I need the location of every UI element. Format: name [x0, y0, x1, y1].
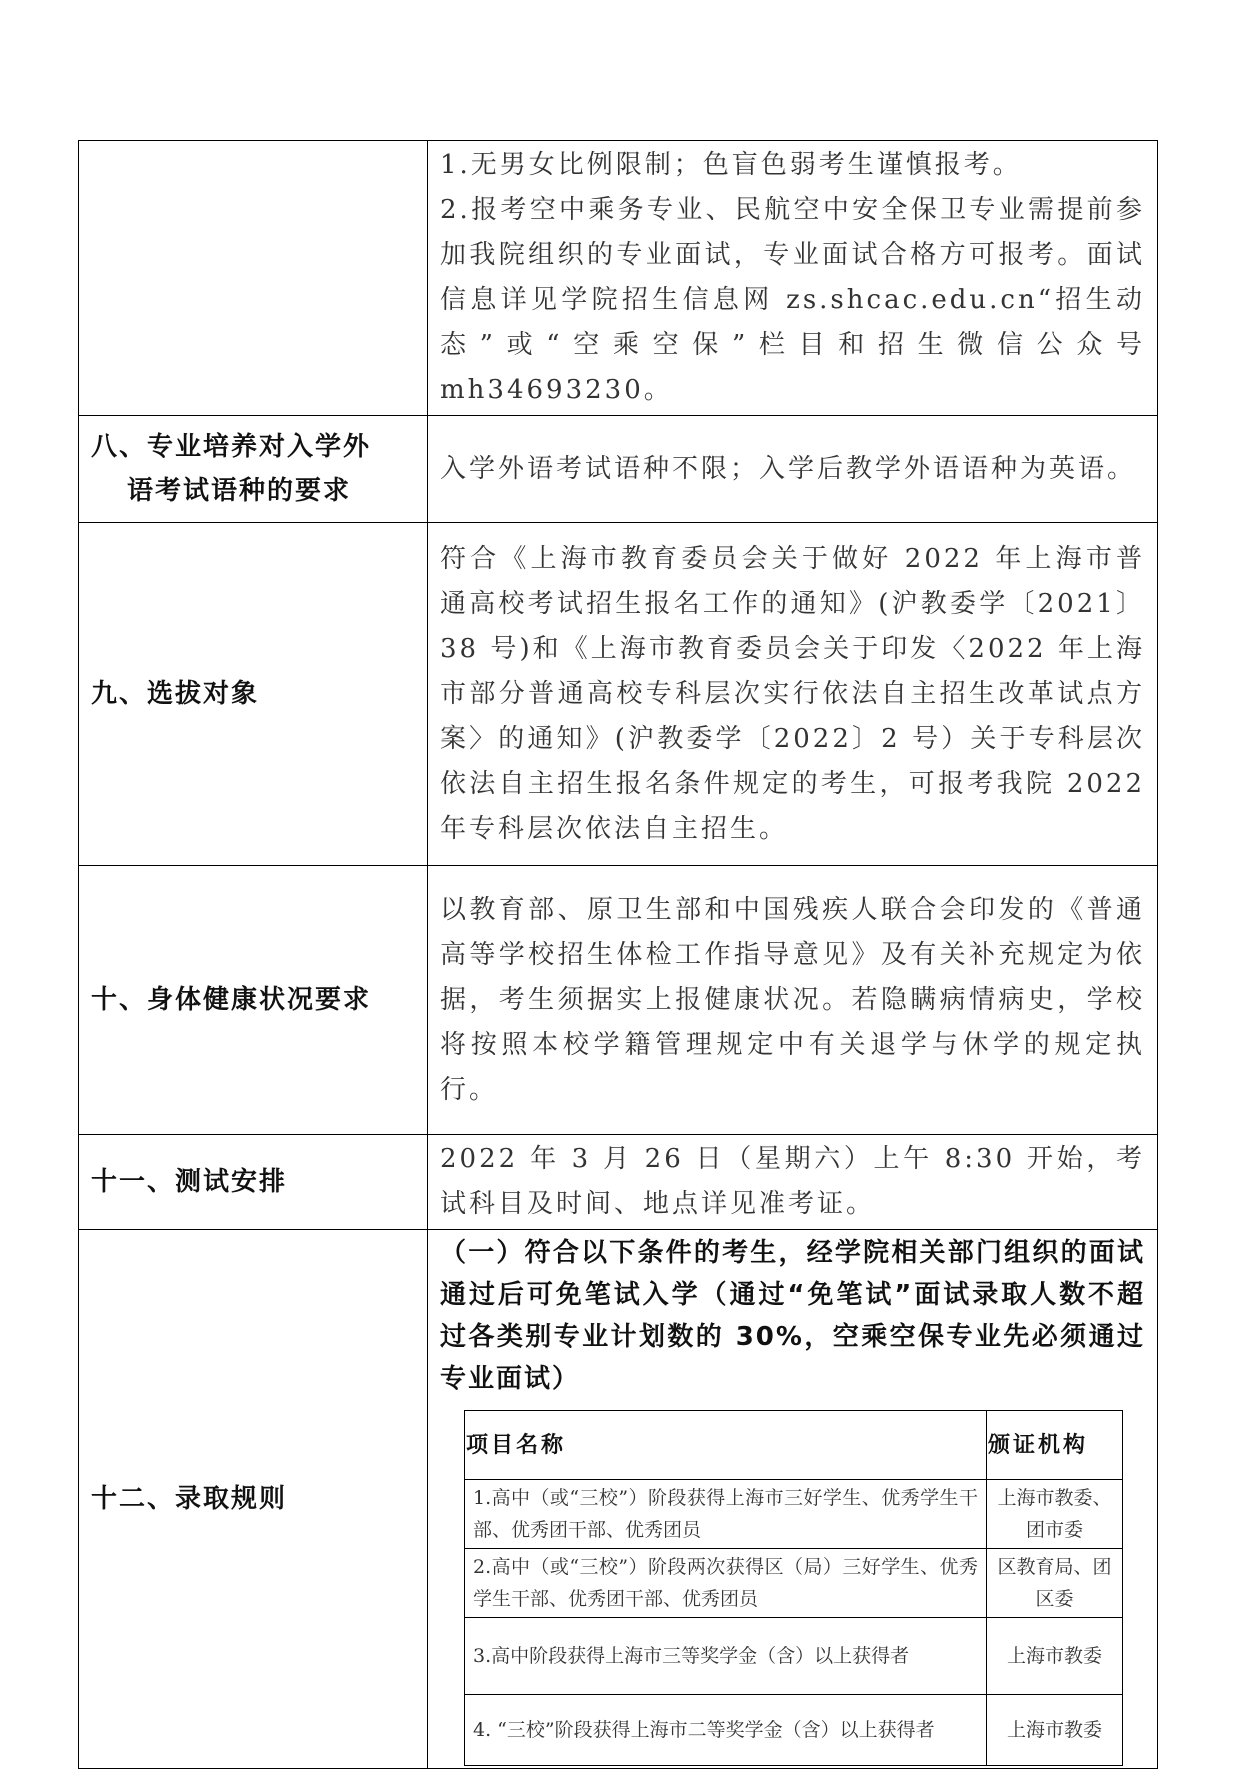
- row-label-admission-rules: 十二、录取规则: [79, 1230, 428, 1769]
- award-issuer: 上海市教委: [987, 1695, 1123, 1766]
- table-row: [79, 866, 1158, 1135]
- table-row: [79, 416, 1158, 523]
- table-row: [79, 523, 1158, 866]
- note-line-2: 2.报考空中乘务专业、民航空中安全保卫专业需提前参加我院组织的专业面试，专业面试合格方可报考。面试信息详见学院招生信息网 zs.shcac.edu.cn“招生动态”或“空乘空保”栏目和招生微信公众号 mh34693230。: [440, 195, 1145, 405]
- table-row: [465, 1618, 1123, 1695]
- row-content-selection: 符合《上海市教育委员会关于做好 2022 年上海市普通高校考试招生报名工作的通知》(沪教委学〔2021〕38 号)和《上海市教育委员会关于印发〈2022 年上海市部分普通高校专科层次实行依法自主招生改革试点方案〉的通知》(沪教委学〔2022〕2 号）关于专科层次依法自主招生报名条件规定的考生，可报考我院 2022 年专科层次依法自主招生。: [428, 523, 1158, 866]
- award-issuer: 区教育局、团区委: [987, 1549, 1123, 1618]
- table-row: [79, 141, 1158, 416]
- rule-heading: （一）符合以下条件的考生，经学院相关部门组织的面试通过后可免笔试入学（通过“免笔试”面试录取人数不超过各类别专业计划数的 30%，空乘空保专业先必须通过专业面试）: [440, 1238, 1145, 1394]
- header-item-name: 项目名称: [465, 1411, 987, 1480]
- awards-table: [464, 1410, 1123, 1766]
- table-row: [465, 1480, 1123, 1549]
- row-label-test-schedule: 十一、测试安排: [79, 1135, 428, 1230]
- row-content-admission-rules: [428, 1230, 1158, 1769]
- header-issuer: 颁证机构: [987, 1411, 1123, 1480]
- award-name: 3.高中阶段获得上海市三等奖学金（含）以上获得者: [465, 1618, 987, 1695]
- awards-header-row: [465, 1411, 1123, 1480]
- label-line-2: 语考试语种的要求: [127, 476, 352, 506]
- row-label-language: [79, 416, 428, 523]
- award-issuer: 上海市教委: [987, 1618, 1123, 1695]
- note-line-1: 1.无男女比例限制；色盲色弱考生谨慎报考。: [440, 150, 1022, 180]
- row-content-language: 入学外语考试语种不限；入学后教学外语语种为英语。: [428, 416, 1158, 523]
- table-row: [465, 1549, 1123, 1618]
- award-issuer: 上海市教委、团市委: [987, 1480, 1123, 1549]
- row-label-health: 十、身体健康状况要求: [79, 866, 428, 1135]
- table-row: [79, 1230, 1158, 1769]
- row-label-selection: 九、选拔对象: [79, 523, 428, 866]
- award-name: 4. “三校”阶段获得上海市二等奖学金（含）以上获得者: [465, 1695, 987, 1766]
- table-row: [465, 1695, 1123, 1766]
- empty-label-cell: [79, 141, 428, 416]
- row-content-health: 以教育部、原卫生部和中国残疾人联合会印发的《普通高等学校招生体检工作指导意见》及有关补充规定为依据，考生须据实上报健康状况。若隐瞒病情病史，学校将按照本校学籍管理规定中有关退学与休学的规定执行。: [428, 866, 1158, 1135]
- notes-cell: [428, 141, 1158, 416]
- label-line-1: 八、专业培养对入学外: [91, 432, 372, 462]
- row-content-test-schedule: 2022 年 3 月 26 日（星期六）上午 8:30 开始，考试科目及时间、地点详见准考证。: [428, 1135, 1158, 1230]
- table-row: [79, 1135, 1158, 1230]
- award-name: 2.高中（或“三校”）阶段两次获得区（局）三好学生、优秀学生干部、优秀团干部、优秀团员: [465, 1549, 987, 1618]
- award-name: 1.高中（或“三校”）阶段获得上海市三好学生、优秀学生干部、优秀团干部、优秀团员: [465, 1480, 987, 1549]
- admission-info-table: [78, 140, 1158, 1769]
